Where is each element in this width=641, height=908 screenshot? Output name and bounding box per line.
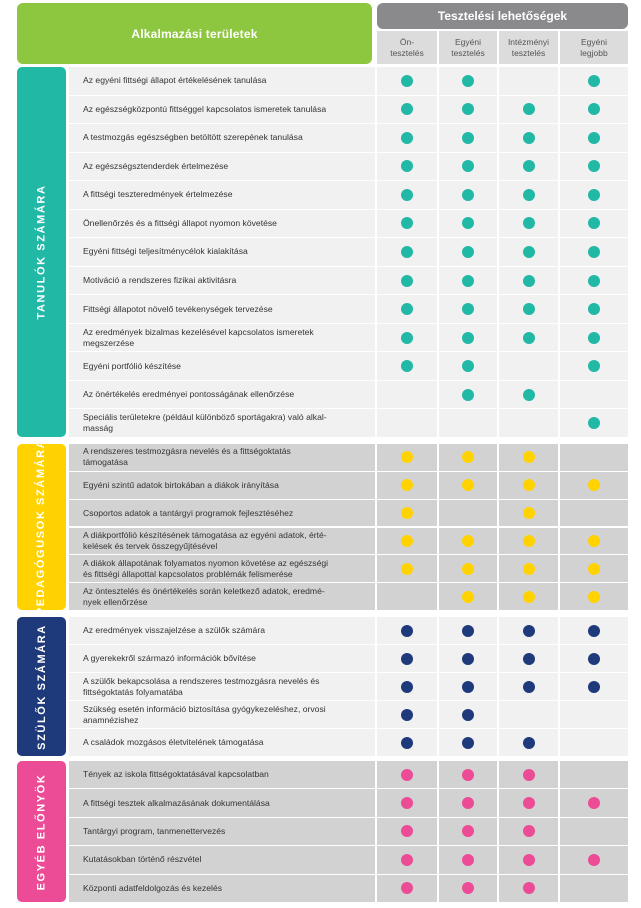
table-cell	[377, 181, 437, 209]
check-dot	[462, 303, 474, 315]
table-cell	[439, 673, 497, 700]
column-header-label: Intézményi tesztelés	[507, 36, 550, 58]
table-cell	[439, 875, 497, 902]
check-dot	[523, 653, 535, 665]
check-dot	[523, 563, 535, 575]
check-dot	[462, 591, 474, 603]
check-dot	[523, 217, 535, 229]
table-cell	[377, 67, 437, 95]
table-cell	[560, 729, 628, 756]
row-label-text: Tények az iskola fittségoktatásával kapcsolatban	[83, 769, 269, 780]
check-dot	[401, 246, 413, 258]
table-cell	[560, 444, 628, 471]
row-label-text: Egyéni szintű adatok birtokában a diákok irányítása	[83, 479, 279, 490]
check-dot	[588, 535, 600, 547]
row-label	[69, 267, 375, 295]
table-cell	[560, 818, 628, 845]
table-cell	[499, 555, 558, 582]
check-dot	[462, 132, 474, 144]
row-label	[69, 295, 375, 323]
check-dot	[401, 563, 413, 575]
row-label-text: A családok mozgásos életvitelének támogatása	[83, 737, 264, 747]
column-header-label: Egyéni tesztelés	[451, 36, 485, 58]
table-cell	[560, 583, 628, 610]
table-cell	[439, 555, 497, 582]
row-label-text: A diákok állapotának folyamatos nyomon követése az egészségi és fittségi állapottal kapcsolatos problémák felismerése	[83, 557, 329, 579]
row-label	[69, 789, 375, 816]
check-dot	[462, 737, 474, 749]
row-label	[69, 381, 375, 409]
table-cell	[560, 67, 628, 95]
check-dot	[462, 882, 474, 894]
table-cell	[560, 295, 628, 323]
check-dot	[588, 563, 600, 575]
row-label-text: A fittségi tesztek alkalmazásának dokumentálása	[83, 797, 270, 808]
table-cell	[560, 267, 628, 295]
check-dot	[523, 132, 535, 144]
table-cell	[560, 761, 628, 788]
table-cell	[439, 210, 497, 238]
check-dot	[588, 132, 600, 144]
check-dot	[523, 303, 535, 315]
row-label	[69, 409, 375, 437]
table-cell	[560, 153, 628, 181]
table-cell	[377, 96, 437, 124]
row-label	[69, 729, 375, 756]
check-dot	[462, 217, 474, 229]
check-dot	[588, 653, 600, 665]
applications-title: Alkalmazási területek	[131, 26, 258, 41]
row-label	[69, 238, 375, 266]
check-dot	[588, 75, 600, 87]
check-dot	[588, 246, 600, 258]
check-dot	[588, 797, 600, 809]
section-label	[17, 438, 66, 616]
table-cell	[377, 324, 437, 352]
check-dot	[523, 189, 535, 201]
table-cell	[439, 238, 497, 266]
check-dot	[523, 882, 535, 894]
check-dot	[462, 797, 474, 809]
check-dot	[462, 479, 474, 491]
check-dot	[523, 451, 535, 463]
check-dot	[401, 303, 413, 315]
row-label	[69, 583, 375, 610]
table-cell	[560, 846, 628, 873]
check-dot	[523, 332, 535, 344]
table-cell	[499, 153, 558, 181]
check-dot	[588, 275, 600, 287]
check-dot	[401, 709, 413, 721]
check-dot	[401, 275, 413, 287]
row-label-text: A fittségi teszteredmények értelmezése	[83, 189, 233, 200]
check-dot	[523, 737, 535, 749]
table-cell	[377, 583, 437, 610]
table-cell	[499, 583, 558, 610]
check-dot	[462, 75, 474, 87]
table-cell	[439, 645, 497, 672]
table-cell	[560, 124, 628, 152]
table-cell	[377, 729, 437, 756]
check-dot	[401, 507, 413, 519]
table-cell	[560, 645, 628, 672]
check-dot	[523, 246, 535, 258]
table-cell	[377, 444, 437, 471]
table-cell	[439, 701, 497, 728]
check-dot	[462, 103, 474, 115]
check-dot	[462, 681, 474, 693]
table-cell	[377, 846, 437, 873]
applications-header	[17, 3, 372, 64]
table-cell	[439, 352, 497, 380]
check-dot	[462, 563, 474, 575]
check-dot	[401, 737, 413, 749]
check-dot	[401, 625, 413, 637]
check-dot	[588, 103, 600, 115]
table-cell	[499, 324, 558, 352]
row-label	[69, 701, 375, 728]
check-dot	[401, 797, 413, 809]
row-label	[69, 528, 375, 555]
check-dot	[523, 535, 535, 547]
row-label	[69, 153, 375, 181]
table-cell	[499, 472, 558, 499]
table-cell	[439, 181, 497, 209]
table-cell	[377, 528, 437, 555]
section-label	[17, 67, 66, 437]
table-cell	[499, 875, 558, 902]
table-cell	[377, 555, 437, 582]
table-cell	[499, 846, 558, 873]
table-cell	[377, 210, 437, 238]
options-header	[377, 3, 628, 29]
table-cell	[439, 124, 497, 152]
table-cell	[439, 761, 497, 788]
table-cell	[377, 238, 437, 266]
table-cell	[377, 701, 437, 728]
row-label-text: A gyerekekről származó információk bővítése	[83, 653, 256, 663]
table-cell	[499, 409, 558, 437]
check-dot	[401, 479, 413, 491]
table-cell	[377, 645, 437, 672]
row-label-text: Az egészségközpontú fittséggel kapcsolatos ismeretek tanulása	[83, 103, 327, 114]
row-label-text: Az eredmények bizalmas kezelésével kapcsolatos ismeretek megszerzése	[83, 326, 314, 348]
table-cell	[439, 846, 497, 873]
table-cell	[499, 352, 558, 380]
check-dot	[588, 160, 600, 172]
row-label	[69, 555, 375, 582]
table-cell	[560, 210, 628, 238]
row-label	[69, 352, 375, 380]
table-cell	[499, 528, 558, 555]
row-label	[69, 500, 375, 527]
check-dot	[462, 451, 474, 463]
table-cell	[377, 617, 437, 644]
table-cell	[499, 789, 558, 816]
row-label	[69, 210, 375, 238]
check-dot	[401, 882, 413, 894]
check-dot	[588, 332, 600, 344]
check-dot	[462, 189, 474, 201]
check-dot	[588, 625, 600, 637]
table-cell	[560, 701, 628, 728]
row-label	[69, 181, 375, 209]
table-cell	[499, 267, 558, 295]
table-cell	[439, 444, 497, 471]
row-label-text: Központi adatfeldolgozás és kezelés	[83, 882, 223, 893]
table-cell	[377, 472, 437, 499]
row-label-text: A rendszeres testmozgásra nevelés és a fittségoktatás támogatása	[83, 446, 291, 468]
row-label	[69, 472, 375, 499]
table-cell	[560, 238, 628, 266]
table-cell	[499, 701, 558, 728]
table-cell	[499, 444, 558, 471]
check-dot	[401, 681, 413, 693]
table-cell	[377, 673, 437, 700]
row-label-text: Az eredmények visszajelzése a szülők számára	[83, 625, 265, 635]
row-label-text: Csoportos adatok a tantárgyi programok fejlesztéséhez	[83, 507, 294, 518]
options-title: Tesztelési lehetőségek	[437, 9, 568, 23]
table-cell	[499, 761, 558, 788]
check-dot	[523, 160, 535, 172]
section-label	[17, 617, 66, 756]
column-header	[439, 31, 497, 64]
row-label-text: Az egyéni fittségi állapot értékelésének tanulása	[83, 75, 267, 86]
check-dot	[401, 132, 413, 144]
table-cell	[439, 409, 497, 437]
table-cell	[439, 324, 497, 352]
table-cell	[560, 96, 628, 124]
table-cell	[499, 181, 558, 209]
check-dot	[462, 160, 474, 172]
table-cell	[499, 295, 558, 323]
check-dot	[401, 103, 413, 115]
row-label	[69, 761, 375, 788]
check-dot	[523, 825, 535, 837]
table-cell	[499, 124, 558, 152]
row-label-text: A testmozgás egészségben betöltött szerepének tanulása	[83, 132, 303, 143]
table-cell	[439, 818, 497, 845]
check-dot	[401, 535, 413, 547]
check-dot	[462, 360, 474, 372]
check-dot	[401, 769, 413, 781]
check-dot	[462, 854, 474, 866]
row-label	[69, 818, 375, 845]
check-dot	[401, 825, 413, 837]
row-label-text: Speciális területekre (például különböző sportágakra) való alkal- masság	[83, 412, 327, 434]
check-dot	[523, 797, 535, 809]
table-cell	[499, 381, 558, 409]
check-dot	[462, 825, 474, 837]
row-label-text: Motiváció a rendszeres fizikai aktivitásra	[83, 275, 237, 286]
column-header-label: Ön- tesztelés	[390, 36, 424, 58]
row-label-text: Szükség esetén információ biztosítása gyógykezeléshez, orvosi anamnézishez	[83, 703, 326, 725]
check-dot	[462, 769, 474, 781]
check-dot	[588, 417, 600, 429]
row-label-text: Az egészségsztenderdek értelmezése	[83, 160, 229, 171]
table-cell	[377, 124, 437, 152]
row-label-text: Egyéni portfólió készítése	[83, 360, 181, 371]
section-label-text: TANULÓK SZÁMÁRA	[35, 184, 48, 320]
check-dot	[588, 217, 600, 229]
row-label	[69, 617, 375, 644]
row-label	[69, 124, 375, 152]
check-dot	[462, 653, 474, 665]
table-cell	[377, 789, 437, 816]
table-cell	[560, 324, 628, 352]
check-dot	[401, 189, 413, 201]
check-dot	[462, 275, 474, 287]
table-cell	[499, 673, 558, 700]
check-dot	[523, 591, 535, 603]
check-dot	[588, 681, 600, 693]
row-label	[69, 673, 375, 700]
table-cell	[377, 409, 437, 437]
table-cell	[439, 295, 497, 323]
section-label-text: EGYÉB ELŐNYÖK	[35, 773, 48, 890]
row-label-text: Az öntesztelés és önértékelés során keletkező adatok, eredmé- nyek ellenőrzése	[83, 585, 325, 607]
row-label-text: A szülők bekapcsolása a rendszeres testmozgásra nevelés és fittségoktatás folyamatába	[83, 675, 320, 697]
check-dot	[462, 625, 474, 637]
check-dot	[523, 769, 535, 781]
check-dot	[523, 681, 535, 693]
table-cell	[560, 409, 628, 437]
table-cell	[499, 818, 558, 845]
check-dot	[523, 854, 535, 866]
table-cell	[499, 96, 558, 124]
row-label	[69, 96, 375, 124]
section-label	[17, 761, 66, 902]
check-dot	[401, 854, 413, 866]
table-cell	[560, 352, 628, 380]
table-cell	[439, 528, 497, 555]
column-header	[499, 31, 558, 64]
table-cell	[560, 875, 628, 902]
check-dot	[401, 75, 413, 87]
check-dot	[523, 275, 535, 287]
table-cell	[377, 295, 437, 323]
check-dot	[401, 217, 413, 229]
table-cell	[439, 153, 497, 181]
row-label	[69, 846, 375, 873]
table-cell	[377, 875, 437, 902]
table-cell	[499, 67, 558, 95]
check-dot	[401, 360, 413, 372]
check-dot	[523, 507, 535, 519]
column-header	[560, 31, 628, 64]
row-label-text: Önellenőrzés és a fittségi állapot nyomon követése	[83, 217, 277, 228]
check-dot	[588, 360, 600, 372]
table-cell	[560, 381, 628, 409]
check-dot	[401, 653, 413, 665]
row-label-text: Az önértékelés eredményei pontosságának ellenőrzése	[83, 389, 295, 400]
table-cell	[560, 528, 628, 555]
table-cell	[560, 617, 628, 644]
table-cell	[439, 67, 497, 95]
table-cell	[560, 472, 628, 499]
table-cell	[499, 617, 558, 644]
table-cell	[377, 818, 437, 845]
check-dot	[588, 189, 600, 201]
row-label	[69, 645, 375, 672]
table-cell	[439, 472, 497, 499]
table-cell	[439, 729, 497, 756]
table-cell	[439, 267, 497, 295]
check-dot	[523, 103, 535, 115]
row-label-text: Kutatásokban történő részvétel	[83, 854, 202, 865]
check-dot	[401, 332, 413, 344]
row-label	[69, 67, 375, 95]
table-cell	[439, 96, 497, 124]
table-cell	[439, 617, 497, 644]
section-label-text: PEDAGÓGUSOK SZÁMÁRA	[35, 438, 48, 616]
table-cell	[560, 181, 628, 209]
table-cell	[560, 500, 628, 527]
row-label-text: Egyéni fittségi teljesítménycélok kialakítása	[83, 246, 248, 257]
table-cell	[560, 789, 628, 816]
check-dot	[588, 303, 600, 315]
table-cell	[439, 500, 497, 527]
table-cell	[377, 267, 437, 295]
table-cell	[439, 381, 497, 409]
table-cell	[377, 352, 437, 380]
section-label-text: SZÜLŐK SZÁMÁRA	[35, 623, 48, 750]
check-dot	[462, 246, 474, 258]
table-cell	[377, 381, 437, 409]
row-label	[69, 444, 375, 471]
check-dot	[462, 389, 474, 401]
check-dot	[523, 479, 535, 491]
table-cell	[439, 789, 497, 816]
row-label-text: Tantárgyi program, tanmenettervezés	[83, 825, 226, 836]
table-cell	[377, 153, 437, 181]
table-cell	[499, 500, 558, 527]
row-label-text: A diákportfólió készítésének támogatása az egyéni adatok, érté- kelések és tervek összegyűjtésével	[83, 529, 327, 551]
row-label	[69, 324, 375, 352]
check-dot	[462, 332, 474, 344]
row-label	[69, 875, 375, 902]
check-dot	[588, 591, 600, 603]
column-header	[377, 31, 437, 64]
check-dot	[401, 451, 413, 463]
table-cell	[499, 729, 558, 756]
table-cell	[560, 555, 628, 582]
check-dot	[588, 479, 600, 491]
table-cell	[377, 500, 437, 527]
check-dot	[588, 854, 600, 866]
table-cell	[560, 673, 628, 700]
table-cell	[439, 583, 497, 610]
check-dot	[401, 160, 413, 172]
check-dot	[462, 709, 474, 721]
check-dot	[523, 625, 535, 637]
check-dot	[462, 535, 474, 547]
column-header-label: Egyéni legjobb	[580, 36, 608, 58]
table-cell	[377, 761, 437, 788]
check-dot	[523, 389, 535, 401]
table-cell	[499, 645, 558, 672]
table-cell	[499, 238, 558, 266]
table-cell	[499, 210, 558, 238]
row-label-text: Fittségi állapotot növelő tevékenységek tervezése	[83, 303, 273, 314]
